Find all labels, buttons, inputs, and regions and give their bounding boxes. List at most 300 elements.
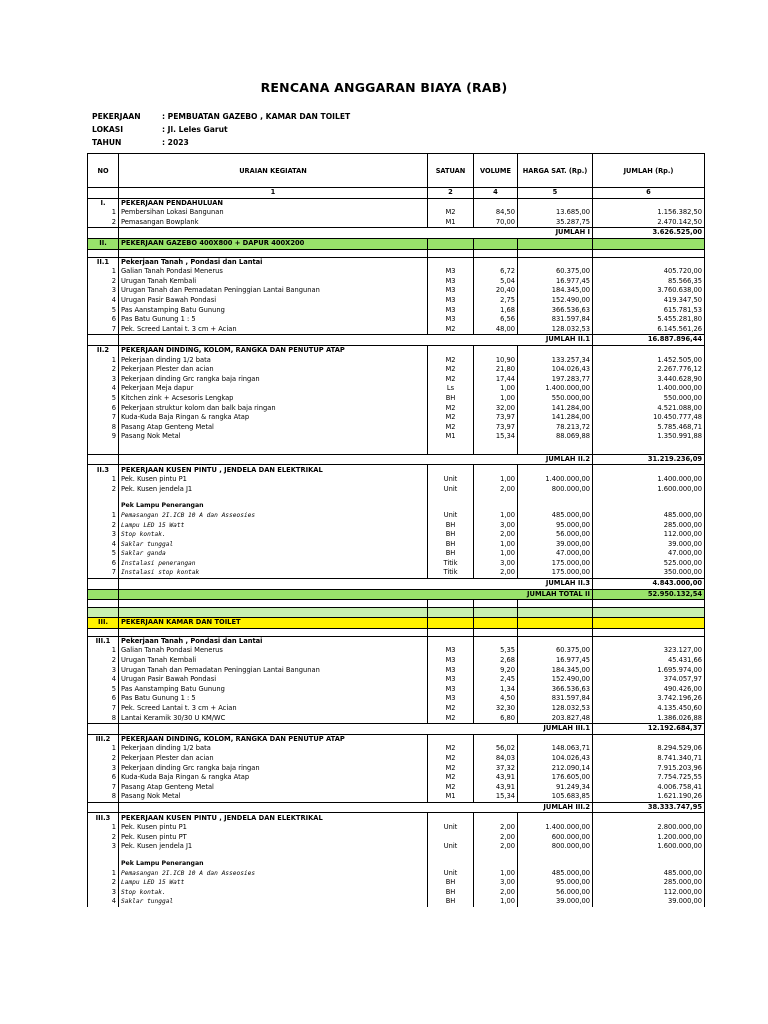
subtotal-label: JUMLAH TOTAL II xyxy=(119,589,593,600)
table-row xyxy=(88,792,705,802)
row-unit: BH xyxy=(428,897,474,907)
row-description: Pemasangan 2I.ICB 10 A dan Asseosies xyxy=(119,868,428,878)
row-unit: Unit xyxy=(428,868,474,878)
table-row xyxy=(88,356,705,366)
cell xyxy=(88,249,119,257)
table-row xyxy=(88,267,705,277)
cell xyxy=(119,628,428,636)
row-description: Stop kontak. xyxy=(119,888,428,898)
cell xyxy=(428,813,474,823)
subtotal-row xyxy=(88,578,705,589)
cell xyxy=(518,345,593,355)
table-row xyxy=(88,286,705,296)
subtotal-value: 52.950.132,54 xyxy=(593,589,705,600)
table-row xyxy=(88,675,705,685)
row-total: 1.156.382,50 xyxy=(593,208,705,218)
cell xyxy=(518,734,593,744)
row-total: 47.000,00 xyxy=(593,549,705,559)
cell xyxy=(474,257,518,267)
row-no: 2 xyxy=(88,754,119,764)
table-row xyxy=(88,432,705,442)
subtotal-value: 16.887.896,44 xyxy=(593,335,705,346)
table-row xyxy=(88,646,705,656)
row-description: Instalasi penerangan xyxy=(119,559,428,569)
row-unit: M3 xyxy=(428,267,474,277)
row-volume: 21,80 xyxy=(474,365,518,375)
spacer-row xyxy=(88,442,705,455)
cell xyxy=(428,859,474,869)
cell xyxy=(518,198,593,208)
row-unit: M1 xyxy=(428,792,474,802)
row-no: 7 xyxy=(88,568,119,578)
row-volume: 3,00 xyxy=(474,559,518,569)
row-no: 4 xyxy=(88,384,119,394)
row-volume: 4,50 xyxy=(474,694,518,704)
row-volume: 73,97 xyxy=(474,423,518,433)
cell xyxy=(518,442,593,455)
row-unit: Titik xyxy=(428,568,474,578)
section-title: PEKERJAAN PENDAHULUAN xyxy=(119,198,428,208)
row-description: Pekerjaan dinding Grc rangka baja ringan xyxy=(119,375,428,385)
row-no: 2 xyxy=(88,520,119,530)
cell xyxy=(474,238,518,249)
row-volume: 3,00 xyxy=(474,520,518,530)
row-description: Pekerjaan Plester dan acian xyxy=(119,365,428,375)
row-unit: M2 xyxy=(428,403,474,413)
cell xyxy=(518,618,593,629)
info-row-tahun xyxy=(92,137,350,150)
row-no: 1 xyxy=(88,267,119,277)
row-unit: Ls xyxy=(428,384,474,394)
header-uraian: URAIAN KEGIATAN xyxy=(119,154,428,188)
row-unit-price: 56.000,00 xyxy=(518,888,593,898)
row-unit: M2 xyxy=(428,325,474,335)
row-unit: M2 xyxy=(428,763,474,773)
row-description: Pek. Kusen pintu PT xyxy=(119,833,428,843)
row-no: 3 xyxy=(88,763,119,773)
row-description: Pek. Kusen jendela J1 xyxy=(119,842,428,852)
table-row xyxy=(88,384,705,394)
row-volume: 9,20 xyxy=(474,666,518,676)
table-row xyxy=(88,685,705,695)
row-unit-price: 550.000,00 xyxy=(518,394,593,404)
row-unit: M3 xyxy=(428,675,474,685)
section-title: Pekerjaan Tanah , Pondasi dan Lantai xyxy=(119,257,428,267)
row-unit: M3 xyxy=(428,306,474,316)
row-total: 285.000,00 xyxy=(593,878,705,888)
row-total: 350.000,00 xyxy=(593,568,705,578)
row-description: Galian Tanah Pondasi Menerus xyxy=(119,267,428,277)
row-unit-price: 16.977,45 xyxy=(518,656,593,666)
row-unit-price: 128.032,53 xyxy=(518,325,593,335)
row-no: 3 xyxy=(88,375,119,385)
cell xyxy=(88,454,119,465)
info-row-lokasi xyxy=(92,124,350,137)
row-description: Pek. Kusen pintu P1 xyxy=(119,823,428,833)
row-unit: M2 xyxy=(428,356,474,366)
group-title: Pek Lampu Penerangan xyxy=(119,859,428,869)
colnum-4: 4 xyxy=(474,188,518,199)
row-unit-price: 600.000,00 xyxy=(518,833,593,843)
row-total: 85.566,35 xyxy=(593,277,705,287)
row-no: 3 xyxy=(88,842,119,852)
row-volume: 1,00 xyxy=(474,394,518,404)
cell xyxy=(593,501,705,511)
row-unit: Unit xyxy=(428,823,474,833)
table-row xyxy=(88,823,705,833)
info-label: TAHUN xyxy=(92,137,122,147)
row-unit-price: 175.000,00 xyxy=(518,559,593,569)
row-total: 4.006.758,41 xyxy=(593,783,705,793)
row-no: 8 xyxy=(88,792,119,802)
table-row xyxy=(88,549,705,559)
row-unit-price: 148.063,71 xyxy=(518,744,593,754)
row-total: 1.600.000,00 xyxy=(593,842,705,852)
row-unit: M2 xyxy=(428,704,474,714)
row-total: 3.742.196,26 xyxy=(593,694,705,704)
row-volume: 6,80 xyxy=(474,714,518,724)
cell xyxy=(119,608,428,618)
row-unit: BH xyxy=(428,530,474,540)
row-unit-price: 152.490,00 xyxy=(518,675,593,685)
row-total: 525.000,00 xyxy=(593,559,705,569)
row-unit: M2 xyxy=(428,423,474,433)
section-title: PEKERJAAN KAMAR DAN TOILET xyxy=(119,618,428,629)
row-unit: Unit xyxy=(428,842,474,852)
table-row xyxy=(88,403,705,413)
row-unit: M2 xyxy=(428,375,474,385)
table-row xyxy=(88,277,705,287)
colnum-1: 1 xyxy=(119,188,428,199)
row-unit-price: 88.069,88 xyxy=(518,432,593,442)
row-volume: 2,00 xyxy=(474,530,518,540)
column-number-row xyxy=(88,188,705,199)
row-total: 6.145.561,26 xyxy=(593,325,705,335)
row-unit-price: 91.249,34 xyxy=(518,783,593,793)
cell xyxy=(518,238,593,249)
cell xyxy=(428,852,474,859)
row-no: 1 xyxy=(88,475,119,485)
cell xyxy=(518,465,593,475)
row-total: 1.695.974,00 xyxy=(593,666,705,676)
cell xyxy=(88,228,119,239)
cell xyxy=(119,600,428,608)
info-value: : PEMBUATAN GAZEBO , KAMAR DAN TOILET xyxy=(162,112,351,121)
cell xyxy=(474,734,518,744)
row-no: 1 xyxy=(88,744,119,754)
row-total: 3.760.638,00 xyxy=(593,286,705,296)
cell xyxy=(428,618,474,629)
spacer-row xyxy=(88,494,705,501)
row-volume: 73,97 xyxy=(474,413,518,423)
table-row xyxy=(88,218,705,228)
table-row xyxy=(88,208,705,218)
row-total: 2.267.776,12 xyxy=(593,365,705,375)
cell xyxy=(474,852,518,859)
row-unit-price: 35.287,75 xyxy=(518,218,593,228)
subtotal-label: JUMLAH II.1 xyxy=(119,335,593,346)
row-unit-price: 133.257,34 xyxy=(518,356,593,366)
row-unit: M3 xyxy=(428,296,474,306)
row-total: 1.386.026,88 xyxy=(593,714,705,724)
table-row xyxy=(88,754,705,764)
row-description: Kuda-Kuda Baja Ringan & rangka Atap xyxy=(119,413,428,423)
section-no: II.2 xyxy=(88,345,119,355)
table-row xyxy=(88,394,705,404)
cell xyxy=(474,618,518,629)
cell xyxy=(474,345,518,355)
subtotal-row xyxy=(88,228,705,239)
row-no: 5 xyxy=(88,394,119,404)
row-volume: 2,00 xyxy=(474,823,518,833)
row-total: 112.000,00 xyxy=(593,530,705,540)
row-unit: M2 xyxy=(428,773,474,783)
cell xyxy=(428,600,474,608)
row-total: 419.347,50 xyxy=(593,296,705,306)
table-row xyxy=(88,773,705,783)
cell xyxy=(474,813,518,823)
cell xyxy=(518,852,593,859)
section-title: PEKERJAAN DINDING, KOLOM, RANGKA DAN PENUTUP ATAP xyxy=(119,734,428,744)
row-description: Urugan Pasir Bawah Pondasi xyxy=(119,296,428,306)
row-unit-price: 184.345,00 xyxy=(518,286,593,296)
cell xyxy=(119,852,428,859)
row-description: Pemasangan 2I.ICB 10 A dan Asseosies xyxy=(119,511,428,521)
row-unit: M3 xyxy=(428,286,474,296)
row-volume: 1,00 xyxy=(474,897,518,907)
row-unit-price: 831.597,84 xyxy=(518,315,593,325)
section-no: II.3 xyxy=(88,465,119,475)
table-row xyxy=(88,306,705,316)
row-unit: Titik xyxy=(428,559,474,569)
cell xyxy=(474,249,518,257)
row-no: 6 xyxy=(88,694,119,704)
cell xyxy=(428,442,474,455)
row-description: Pas Aanstamping Batu Gunung xyxy=(119,685,428,695)
row-description: Saklar tunggal xyxy=(119,897,428,907)
cell xyxy=(88,600,119,608)
section-title: PEKERJAAN KUSEN PINTU , JENDELA DAN ELEKTRIKAL xyxy=(119,465,428,475)
row-description: Pek. Kusen pintu P1 xyxy=(119,475,428,485)
table-row xyxy=(88,296,705,306)
row-description: Pekerjaan Plester dan acian xyxy=(119,754,428,764)
row-total: 1.400.000,00 xyxy=(593,475,705,485)
cell xyxy=(88,494,119,501)
row-unit-price: 128.032,53 xyxy=(518,704,593,714)
row-description: Pas Aanstamping Batu Gunung xyxy=(119,306,428,316)
section-no: II. xyxy=(88,238,119,249)
row-unit-price: 39.000,00 xyxy=(518,897,593,907)
header-jumlah: JUMLAH (Rp.) xyxy=(593,154,705,188)
row-total: 1.621.190,26 xyxy=(593,792,705,802)
row-unit-price: 1.400.000,00 xyxy=(518,384,593,394)
cell xyxy=(428,238,474,249)
row-no: 4 xyxy=(88,296,119,306)
cell xyxy=(593,198,705,208)
row-description: Lampu LED 15 Watt xyxy=(119,520,428,530)
row-description: Pasang Atap Genteng Metal xyxy=(119,783,428,793)
cell xyxy=(593,628,705,636)
cell xyxy=(593,600,705,608)
row-total: 550.000,00 xyxy=(593,394,705,404)
row-volume: 2,00 xyxy=(474,842,518,852)
info-value: : Jl. Leles Garut xyxy=(162,124,228,134)
row-description: Pekerjaan dinding 1/2 bata xyxy=(119,744,428,754)
row-unit-price: 152.490,00 xyxy=(518,296,593,306)
row-unit-price: 831.597,84 xyxy=(518,694,593,704)
row-unit: M2 xyxy=(428,754,474,764)
row-volume: 2,45 xyxy=(474,675,518,685)
row-unit-price: 203.827,48 xyxy=(518,714,593,724)
row-no: 6 xyxy=(88,403,119,413)
row-no: 4 xyxy=(88,540,119,550)
section-row xyxy=(88,618,705,629)
row-volume: 6,56 xyxy=(474,315,518,325)
row-volume: 43,91 xyxy=(474,773,518,783)
spacer-row xyxy=(88,628,705,636)
info-label: LOKASI xyxy=(92,124,124,134)
section-no: III. xyxy=(88,618,119,629)
section-no: I. xyxy=(88,198,119,208)
row-total: 39.000,00 xyxy=(593,540,705,550)
cell xyxy=(88,501,119,511)
row-no: 4 xyxy=(88,897,119,907)
row-no: 6 xyxy=(88,315,119,325)
table-row xyxy=(88,656,705,666)
row-volume: 2,68 xyxy=(474,656,518,666)
table-row xyxy=(88,763,705,773)
header-harga: HARGA SAT. (Rp.) xyxy=(518,154,593,188)
cell xyxy=(593,494,705,501)
cell xyxy=(518,608,593,618)
row-unit-price: 104.026,43 xyxy=(518,754,593,764)
spacer-row xyxy=(88,249,705,257)
cell xyxy=(593,608,705,618)
row-unit-price: 95.000,00 xyxy=(518,520,593,530)
table-row xyxy=(88,520,705,530)
row-total: 8.741.340,71 xyxy=(593,754,705,764)
subtotal-value: 12.192.684,37 xyxy=(593,724,705,735)
colnum-2: 2 xyxy=(428,188,474,199)
row-no: 5 xyxy=(88,306,119,316)
table-row xyxy=(88,375,705,385)
row-description: Saklar tunggal xyxy=(119,540,428,550)
subtotal-label: JUMLAH II.2 xyxy=(119,454,593,465)
cell xyxy=(428,636,474,646)
table-row xyxy=(88,744,705,754)
subsection-row xyxy=(88,345,705,355)
row-no: 6 xyxy=(88,559,119,569)
row-description: Pek. Screed Lantai t. 3 cm + Acian xyxy=(119,704,428,714)
colnum-5: 5 xyxy=(518,188,593,199)
cell xyxy=(518,600,593,608)
colnum-6: 6 xyxy=(593,188,705,199)
row-total: 10.450.777,48 xyxy=(593,413,705,423)
row-no: 2 xyxy=(88,833,119,843)
row-no: 3 xyxy=(88,286,119,296)
cell xyxy=(428,734,474,744)
row-description: Urugan Tanah dan Pemadatan Peninggian Lantai Bangunan xyxy=(119,286,428,296)
subtotal-value: 3.626.525,00 xyxy=(593,228,705,239)
row-description: Saklar ganda xyxy=(119,549,428,559)
row-unit: M2 xyxy=(428,208,474,218)
row-total: 490.426,00 xyxy=(593,685,705,695)
table-row xyxy=(88,511,705,521)
row-total: 7.915.203,96 xyxy=(593,763,705,773)
cell xyxy=(474,600,518,608)
subtotal-row xyxy=(88,589,705,600)
row-unit-price: 800.000,00 xyxy=(518,485,593,495)
row-unit: BH xyxy=(428,520,474,530)
table-row xyxy=(88,878,705,888)
row-volume: 3,00 xyxy=(474,878,518,888)
cell xyxy=(474,859,518,869)
table-row xyxy=(88,704,705,714)
row-total: 285.000,00 xyxy=(593,520,705,530)
row-unit: M3 xyxy=(428,277,474,287)
row-description: Pemasangan Bowplank xyxy=(119,218,428,228)
row-description: Pekerjaan dinding 1/2 bata xyxy=(119,356,428,366)
table-row xyxy=(88,540,705,550)
table-header-row xyxy=(88,154,705,188)
cell xyxy=(428,465,474,475)
cell xyxy=(593,238,705,249)
row-unit-price: 95.000,00 xyxy=(518,878,593,888)
row-description: Pek. Kusen jendela J1 xyxy=(119,485,428,495)
row-unit-price: 175.000,00 xyxy=(518,568,593,578)
spacer-row xyxy=(88,600,705,608)
table-row xyxy=(88,842,705,852)
row-total: 374.057,97 xyxy=(593,675,705,685)
row-no: 3 xyxy=(88,666,119,676)
row-volume: 2,00 xyxy=(474,485,518,495)
cell xyxy=(518,501,593,511)
cell xyxy=(88,335,119,346)
row-volume: 32,30 xyxy=(474,704,518,714)
subsection-row xyxy=(88,813,705,823)
cell xyxy=(518,249,593,257)
subtotal-label: JUMLAH III.2 xyxy=(119,802,593,813)
row-total: 405.720,00 xyxy=(593,267,705,277)
cell xyxy=(518,859,593,869)
cell xyxy=(474,198,518,208)
row-unit-price: 78.213,72 xyxy=(518,423,593,433)
row-no: 1 xyxy=(88,646,119,656)
row-unit: M1 xyxy=(428,432,474,442)
row-total: 4.135.450,60 xyxy=(593,704,705,714)
info-value: : 2023 xyxy=(162,137,189,147)
table-row xyxy=(88,833,705,843)
row-total: 1.452.505,00 xyxy=(593,356,705,366)
row-no: 8 xyxy=(88,423,119,433)
row-unit-price: 60.375,00 xyxy=(518,267,593,277)
cell xyxy=(88,852,119,859)
table-row xyxy=(88,568,705,578)
section-title: PEKERJAAN GAZEBO 400X800 + DAPUR 400X200 xyxy=(119,238,428,249)
row-description: Pas Batu Gunung 1 : 5 xyxy=(119,315,428,325)
cell xyxy=(474,608,518,618)
table-row xyxy=(88,897,705,907)
row-total: 1.350.991,88 xyxy=(593,432,705,442)
row-total: 7.754.725,55 xyxy=(593,773,705,783)
row-volume: 15,34 xyxy=(474,792,518,802)
cell xyxy=(593,636,705,646)
subtotal-row xyxy=(88,724,705,735)
row-unit-price: 485.000,00 xyxy=(518,868,593,878)
row-total: 1.600.000,00 xyxy=(593,485,705,495)
row-volume: 84,03 xyxy=(474,754,518,764)
document-title: RENCANA ANGGARAN BIAYA (RAB) xyxy=(260,80,508,95)
